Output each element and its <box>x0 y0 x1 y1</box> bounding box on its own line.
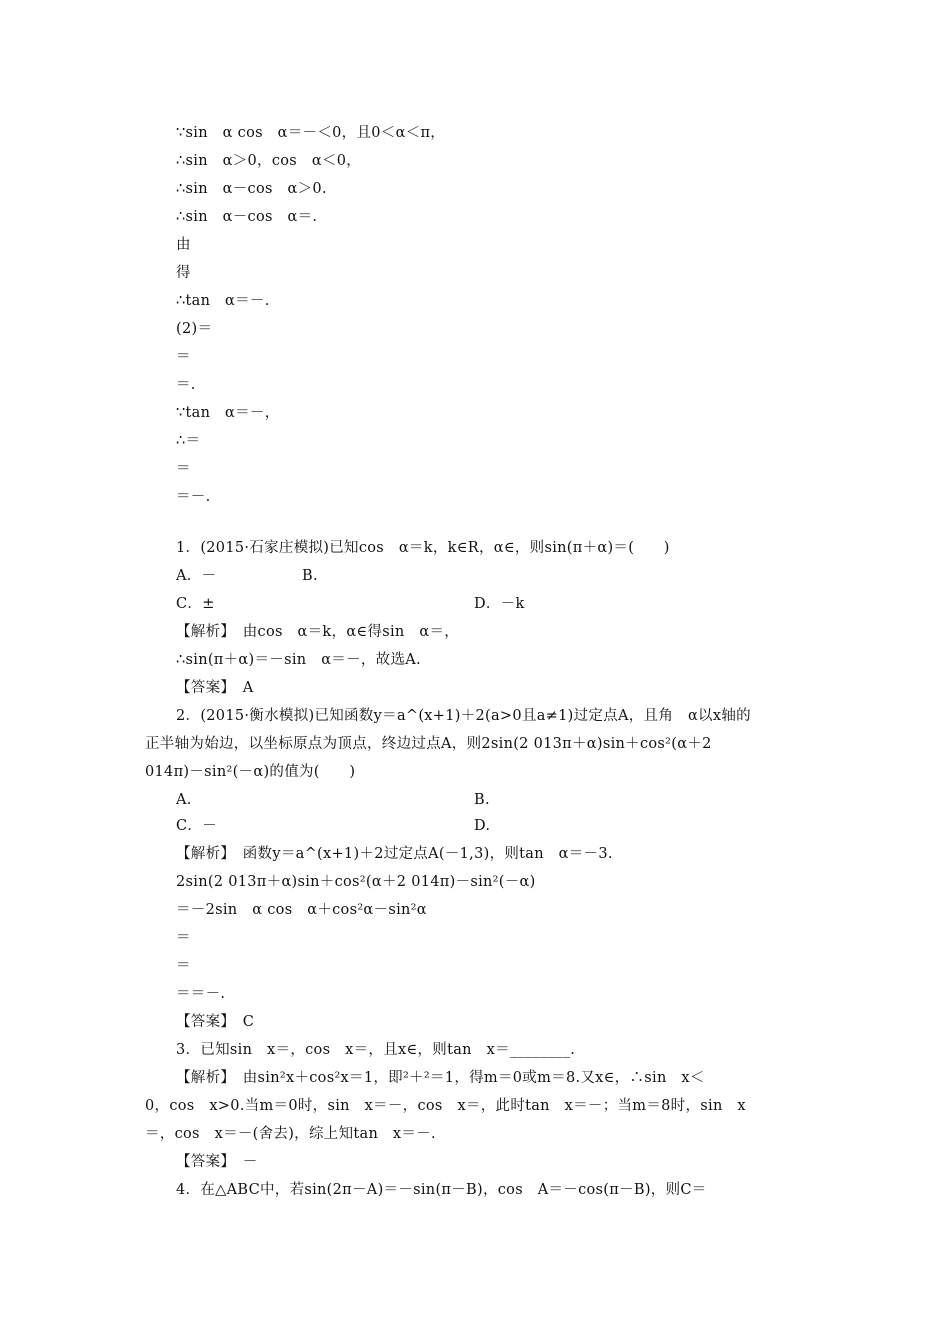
q2-analysis-4: ＝ <box>176 930 191 946</box>
q2-option-b: B. <box>474 792 490 808</box>
q1-option-b: B. <box>302 568 318 584</box>
q2-analysis-6: ＝＝－. <box>176 986 226 1002</box>
q2-stem-2: 正半轴为始边，以坐标原点为顶点，终边过点A，则2sin(2 013π＋α)sin＋cos²(α＋2 <box>145 736 712 752</box>
q2-option-c: C．－ <box>176 818 217 834</box>
solution-line-11: ∵tan α＝－， <box>176 405 280 421</box>
q1-option-d: D．－k <box>474 596 525 612</box>
solution-line-10: ＝. <box>176 377 196 393</box>
q1-analysis-1: 【解析】 由cos α＝k，α∈得sin α＝， <box>176 624 460 640</box>
q1-option-a: A．－ <box>176 568 217 584</box>
q3-analysis-2: 0，cos x>0.当m＝0时，sin x＝－，cos x＝，此时tan x＝－；当m＝8时，sin x <box>145 1098 746 1114</box>
solution-line-8: (2)＝ <box>176 321 213 337</box>
q2-option-a: A. <box>176 792 192 808</box>
solution-line-9: ＝ <box>176 349 191 365</box>
q4-stem: 4．在△ABC中，若sin(2π－A)＝－sin(π－B)，cos A＝－cos(π－B)，则C＝ <box>176 1182 707 1198</box>
q1-answer: 【答案】 A <box>176 680 254 696</box>
q3-analysis-1: 【解析】 由sin²x＋cos²x＝1，即²＋²＝1，得m＝0或m＝8.又x∈，∴sin x＜ <box>176 1070 705 1086</box>
q2-stem-3: 014π)－sin²(－α)的值为( ) <box>145 764 356 780</box>
solution-line-14: ＝－. <box>176 489 211 505</box>
solution-line-5: 由 <box>176 237 191 253</box>
q3-analysis-3: ＝，cos x＝－(舍去)，综上知tan x＝－. <box>145 1126 436 1142</box>
q3-stem: 3．已知sin x＝，cos x＝，且x∈，则tan x＝________. <box>176 1042 576 1058</box>
q1-option-c: C．± <box>176 596 215 612</box>
q2-answer: 【答案】 C <box>176 1014 255 1030</box>
q2-option-d: D. <box>474 818 491 834</box>
solution-line-12: ∴＝ <box>176 433 201 449</box>
q3-answer: 【答案】 － <box>176 1154 258 1170</box>
q2-analysis-5: ＝ <box>176 958 191 974</box>
q2-analysis-2: 2sin(2 013π＋α)sin＋cos²(α＋2 014π)－sin²(－α) <box>176 874 536 890</box>
solution-line-13: ＝ <box>176 461 191 477</box>
q2-analysis-1: 【解析】 函数y＝a^(x+1)＋2过定点A(－1,3)，则tan α＝－3. <box>176 846 613 862</box>
solution-line-4: ∴sin α－cos α＝. <box>176 209 318 225</box>
solution-line-3: ∴sin α－cos α＞0. <box>176 181 327 197</box>
solution-line-1: ∵sin α cos α＝－＜0，且0＜α＜π， <box>176 125 446 141</box>
solution-line-2: ∴sin α＞0，cos α＜0， <box>176 153 362 169</box>
solution-line-6: 得 <box>176 265 191 281</box>
q2-stem-1: 2．(2015·衡水模拟)已知函数y＝a^(x+1)＋2(a>0且a≠1)过定点A，且角 α以x轴的 <box>176 708 751 724</box>
q1-stem: 1．(2015·石家庄模拟)已知cos α＝k，k∈R，α∈，则sin(π＋α)＝( ) <box>176 540 670 556</box>
q2-analysis-3: ＝－2sin α cos α＋cos²α－sin²α <box>176 902 427 918</box>
solution-line-7: ∴tan α＝－. <box>176 293 270 309</box>
q1-analysis-2: ∴sin(π＋α)＝－sin α＝－，故选A. <box>176 652 421 668</box>
